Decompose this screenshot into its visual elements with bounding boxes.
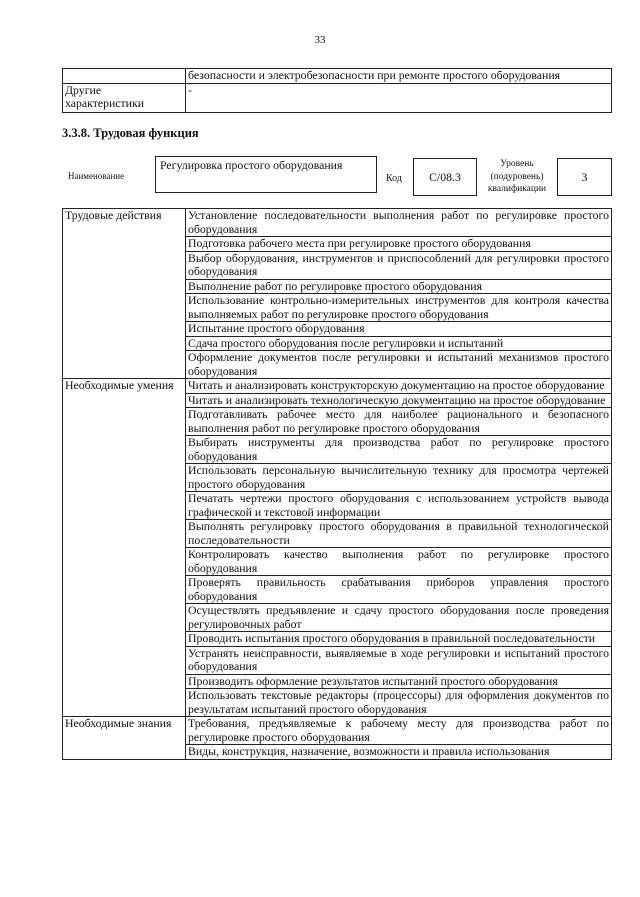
table-row xyxy=(63,83,612,112)
list-item: Использовать персональную вычислительную технику для просмотра чертежей простого оборудования xyxy=(186,464,612,492)
list-item: Сдача простого оборудования после регулировки и испытаний xyxy=(186,336,612,351)
qualification-level-label: Уровень (подуровень) квалификации xyxy=(487,159,547,194)
page-number: 33 xyxy=(314,34,326,46)
name-label: Наименование xyxy=(68,171,125,181)
list-item: Оформление документов после регулировки и испытаний механизмов простого оборудования xyxy=(186,351,612,379)
other-characteristics-value: - xyxy=(186,83,612,112)
required-skills-label: Необходимые умения xyxy=(63,379,186,717)
list-item: Осуществлять предъявление и сдачу простого оборудования после проведения регулировочных работ xyxy=(186,604,612,632)
section-title: 3.3.8. Трудовая функция xyxy=(62,126,199,140)
list-item: Выбор оборудования, инструментов и приспособлений для регулировки простого оборудования xyxy=(186,251,612,279)
required-knowledge-label: Необходимые знания xyxy=(63,717,186,760)
list-item: Читать и анализировать технологическую документацию на простое оборудование xyxy=(186,393,612,408)
name-value: Регулировка простого оборудования xyxy=(155,156,377,193)
list-item: Использовать текстовые редакторы (процессоры) для оформления документов по результатам испытаний простого оборудования xyxy=(186,689,612,717)
table-row xyxy=(63,69,612,84)
list-item: Производить оформление результатов испытаний простого оборудования xyxy=(186,674,612,689)
table-cell-label xyxy=(63,69,186,84)
table-cell: безопасности и электробезопасности при ремонте простого оборудования xyxy=(186,69,612,84)
list-item: Контролировать качество выполнения работ по регулировке простого оборудования xyxy=(186,548,612,576)
qualification-level-value: 3 xyxy=(557,158,612,196)
other-characteristics-label: Другие характеристики xyxy=(63,83,186,112)
list-item: Проводить испытания простого оборудования в правильной последовательности xyxy=(186,632,612,647)
list-item: Печатать чертежи простого оборудования с использованием устройств вывода графической и текстовой информации xyxy=(186,492,612,520)
table-row xyxy=(63,717,612,745)
list-item: Подготовка рабочего места при регулировке простого оборудования xyxy=(186,237,612,252)
list-item: Выполнять регулировку простого оборудования в правильной технологической последовательности xyxy=(186,520,612,548)
code-value: С/08.3 xyxy=(413,158,477,196)
list-item: Проверять правильность срабатывания приборов управления простого оборудования xyxy=(186,576,612,604)
continued-table xyxy=(62,68,612,113)
list-item: Виды, конструкция, назначение, возможности и правила использования xyxy=(186,745,612,760)
code-label: Код xyxy=(386,173,402,184)
list-item: Подготавливать рабочее место для наиболее рационального и безопасного выполнения работ по регулировке простого оборудования xyxy=(186,408,612,436)
labor-function-table xyxy=(62,208,612,760)
list-item: Выбирать инструменты для производства работ по регулировке простого оборудования xyxy=(186,436,612,464)
list-item: Читать и анализировать конструкторскую документацию на простое оборудование xyxy=(186,379,612,394)
list-item: Устранять неисправности, выявляемые в ходе регулировки и испытаний простого оборудования xyxy=(186,646,612,674)
labor-actions-label: Трудовые действия xyxy=(63,209,186,379)
list-item: Выполнение работ по регулировке простого оборудования xyxy=(186,279,612,294)
list-item: Требования, предъявляемые к рабочему месту для производства работ по регулировке простого оборудования xyxy=(186,717,612,745)
table-row xyxy=(63,209,612,237)
list-item: Испытание простого оборудования xyxy=(186,322,612,337)
list-item: Установление последовательности выполнения работ по регулировке простого оборудования xyxy=(186,209,612,237)
table-row xyxy=(63,379,612,394)
list-item: Использование контрольно-измерительных инструментов для контроля качества выполняемых работ по регулировке простого оборудования xyxy=(186,294,612,322)
